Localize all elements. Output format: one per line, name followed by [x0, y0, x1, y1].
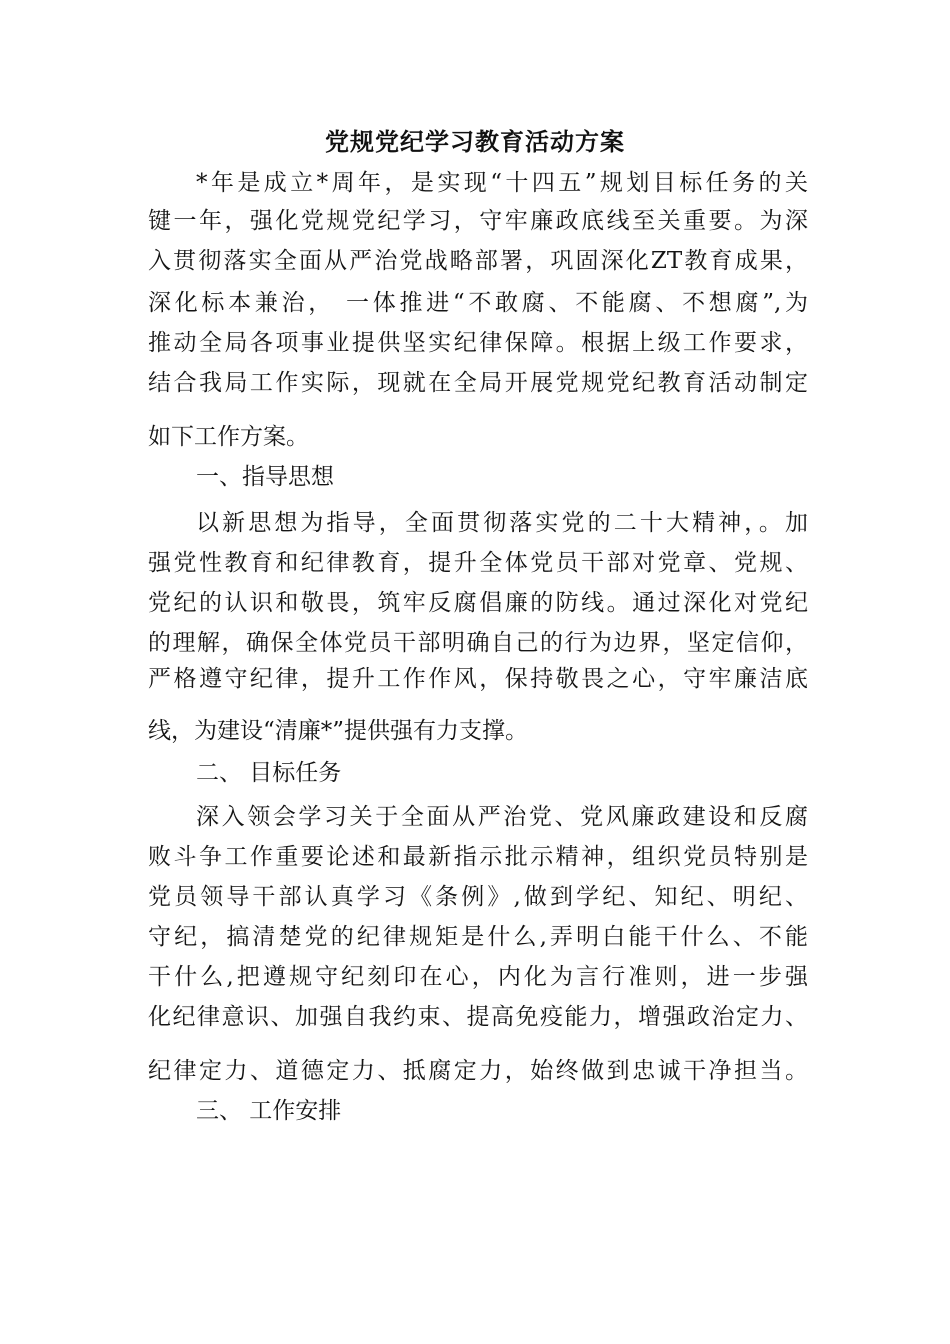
section-heading: 三、 工作安排	[196, 1098, 342, 1124]
paragraph-line: 党员领导干部认真学习《条例》,做到学纪、知纪、明纪、	[148, 884, 808, 910]
paragraph-line: 化纪律意识、加强自我约束、提高免疫能力，增强政治定力、	[148, 1004, 808, 1030]
paragraph-line: 深入领会学习关于全面从严治党、党风廉政建设和反腐	[196, 804, 808, 830]
paragraph-line: 深化标本兼治， 一体推进“不敢腐、不能腐、不想腐”,为	[148, 290, 808, 316]
paragraph-line: 键一年，强化党规党纪学习，守牢廉政底线至关重要。为深	[148, 208, 808, 234]
paragraph-line: 纪律定力、道德定力、抵腐定力，始终做到忠诚干净担当。	[148, 1058, 808, 1084]
paragraph-line: 守纪，搞清楚党的纪律规矩是什么,弄明白能干什么、不能	[148, 924, 808, 950]
paragraph-line: 推动全局各项事业提供坚实纪律保障。根据上级工作要求，	[148, 330, 808, 356]
paragraph-line: 强党性教育和纪律教育，提升全体党员干部对党章、党规、	[148, 550, 808, 576]
paragraph-line: *年是成立*周年，是实现“十四五”规划目标任务的关	[196, 170, 808, 196]
paragraph-line: 线，为建设“清廉*”提供强有力支撑。	[148, 718, 529, 744]
paragraph-line: 严格遵守纪律，提升工作作风，保持敬畏之心，守牢廉洁底	[148, 666, 808, 692]
paragraph-line: 的理解，确保全体党员干部明确自己的行为边界，坚定信仰，	[148, 630, 808, 656]
paragraph-line: 败斗争工作重要论述和最新指示批示精神，组织党员特别是	[148, 844, 808, 870]
document-title: 党规党纪学习教育活动方案	[325, 127, 625, 156]
paragraph-line: 入贯彻落实全面从严治党战略部署，巩固深化ZT教育成果，	[148, 248, 808, 274]
paragraph-line: 如下工作方案。	[148, 424, 309, 450]
paragraph-line: 党纪的认识和敬畏，筑牢反腐倡廉的防线。通过深化对党纪	[148, 590, 808, 616]
paragraph-line: 结合我局工作实际，现就在全局开展党规党纪教育活动制定	[148, 370, 808, 396]
section-heading: 一、指导思想	[196, 464, 334, 490]
paragraph-line: 以新思想为指导，全面贯彻落实党的二十大精神，。加	[196, 510, 808, 536]
section-heading: 二、 目标任务	[196, 760, 342, 786]
paragraph-line: 干什么,把遵规守纪刻印在心，内化为言行准则，进一步强	[148, 964, 808, 990]
